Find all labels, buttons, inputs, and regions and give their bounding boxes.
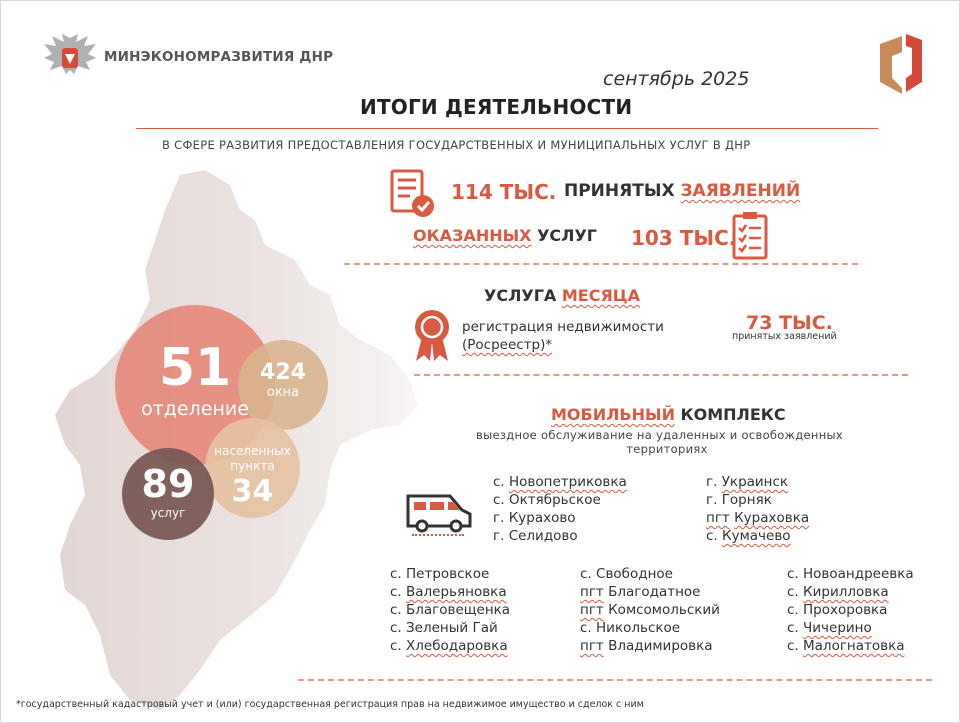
service-of-month-heading-a: УСЛУГА <box>484 286 557 305</box>
list-item: г. Селидово <box>493 528 578 544</box>
departments-number: 51 <box>158 338 232 398</box>
list-item: с. Прохоровка <box>787 602 888 618</box>
list-item: пгт Комсомольский <box>580 602 720 618</box>
emblem-icon <box>40 30 100 85</box>
org-name: МИНЭКОНОМРАЗВИТИЯ ДНР <box>104 49 334 65</box>
list-item: с. Никольское <box>580 620 681 636</box>
service-of-month-desc-2: (Росреестр)* <box>462 337 553 353</box>
applications-label-a: ПРИНЯТЫХ <box>564 181 675 201</box>
list-item: с. Новопетриковка <box>493 474 627 490</box>
list-item: пгт Кураховка <box>706 510 810 526</box>
services-label <box>413 226 597 245</box>
settlements-label-a: населенных <box>214 444 291 458</box>
list-item: с. Октябрьское <box>493 492 601 508</box>
award-ribbon-icon <box>410 307 454 363</box>
mobile-heading-a: МОБИЛЬНЫЙ <box>551 405 675 424</box>
services-value: 103 ТЫС. <box>631 226 737 250</box>
divider-1 <box>344 263 858 265</box>
settlements-col-4 <box>580 565 720 655</box>
list-item: г. Горняк <box>706 492 772 508</box>
list-item: с. Свободное <box>580 566 673 582</box>
service-of-month-value: 73 ТЫС. <box>746 312 833 334</box>
list-item: с. Новоандреевка <box>787 566 914 582</box>
van-underline <box>412 534 464 536</box>
footnote: *государственный кадастровый учет и (или) государственная регистрация прав на недвижимое имущество и сделок с ним <box>16 699 644 710</box>
page-subtitle: В СФЕРЕ РАЗВИТИЯ ПРЕДОСТАВЛЕНИЯ ГОСУДАРСТВЕННЫХ И МУНИЦИПАЛЬНЫХ УСЛУГ В ДНР <box>162 138 751 152</box>
checklist-icon <box>731 210 769 260</box>
settlements-col-3 <box>390 565 510 655</box>
list-item: с. Зеленый Гай <box>390 620 498 636</box>
list-item: с. Малогнатовка <box>787 638 905 654</box>
settlements-label-b: пункта <box>230 459 275 473</box>
list-item: с. Кумачево <box>706 528 791 544</box>
list-item: пгт Благодатное <box>580 584 701 600</box>
list-item: г. Украинск <box>706 474 789 490</box>
gosuslugi-logo-icon <box>876 32 926 94</box>
services-number: 89 <box>141 462 195 506</box>
list-item: с. Кирилловка <box>787 584 889 600</box>
services-label: услуг <box>150 506 186 520</box>
settlements-col-1 <box>493 473 627 545</box>
list-item: г. Курахово <box>493 510 576 526</box>
mobile-van-icon <box>404 488 474 536</box>
applications-value: 114 ТЫС. <box>451 180 557 204</box>
applications-label-b: ЗАЯВЛЕНИЙ <box>680 181 801 201</box>
divider-2 <box>414 374 908 376</box>
title-underline <box>136 128 878 129</box>
windows-label: окна <box>266 385 300 400</box>
settlements-col-2 <box>706 473 809 545</box>
departments-label: отделение <box>141 398 249 420</box>
application-document-icon <box>388 168 438 220</box>
services-label-a: ОКАЗАННЫХ <box>413 226 532 245</box>
applications-label <box>564 181 800 201</box>
list-item: с. Благовещенка <box>390 602 511 618</box>
list-item: с. Чичерино <box>787 620 872 636</box>
service-of-month-heading <box>484 286 640 305</box>
services-label-b: УСЛУГ <box>537 226 597 245</box>
list-item: с. Валерьяновка <box>390 584 507 600</box>
list-item: с. Петровское <box>390 566 490 582</box>
divider-3 <box>298 679 932 681</box>
service-of-month-value-label: принятых заявлений <box>732 331 837 342</box>
service-of-month-heading-b: МЕСЯЦА <box>561 286 640 305</box>
mobile-desc-2: территориях <box>626 442 708 456</box>
list-item: с. Хлебодаровка <box>390 638 508 654</box>
mobile-heading <box>551 405 786 424</box>
settlements-col-5 <box>787 565 914 655</box>
mobile-heading-b: КОМПЛЕКС <box>680 405 786 424</box>
report-month: сентябрь 2025 <box>603 68 750 90</box>
service-of-month-desc-1: регистрация недвижимости <box>462 319 664 335</box>
windows-number: 424 <box>260 360 306 385</box>
page-title: ИТОГИ ДЕЯТЕЛЬНОСТИ <box>360 95 633 119</box>
mobile-desc-1: выездное обслуживание на удаленных и освобожденных <box>476 428 844 442</box>
settlements-number: 34 <box>231 474 274 509</box>
list-item: пгт Владимировка <box>580 638 713 654</box>
